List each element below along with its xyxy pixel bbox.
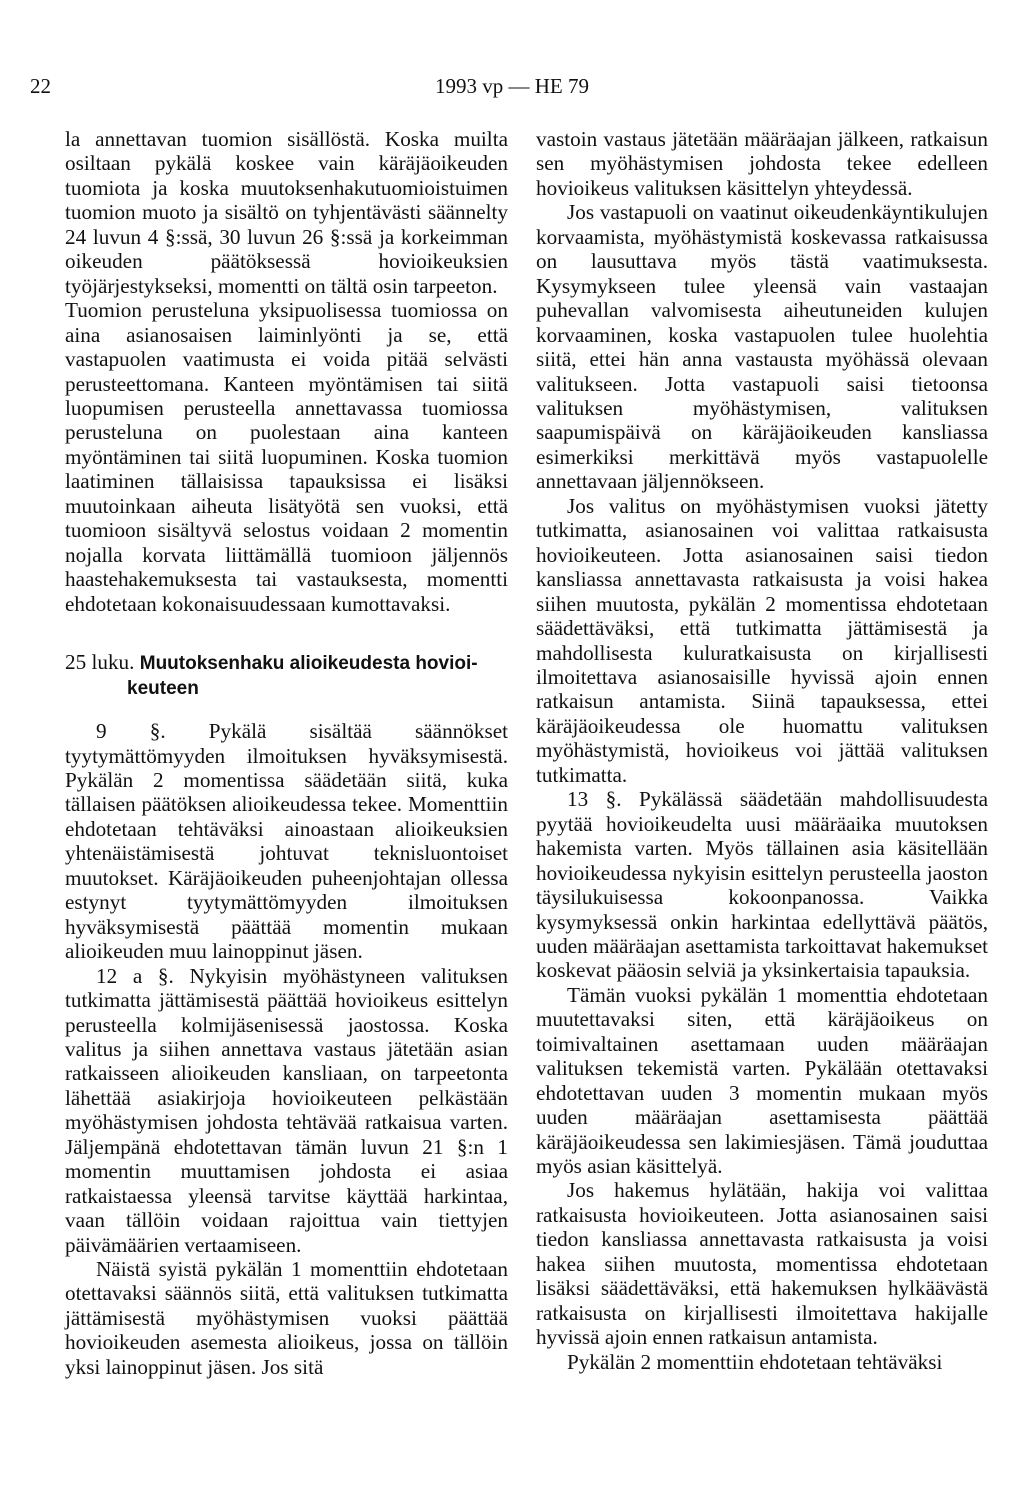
left-column [65, 127, 508, 1379]
paragraph: la annettavan tuomion sisällöstä. Koska muilta osiltaan pykälä koskee vain käräjäoikeuden tuomiota ja koska muutoksenhakutuomioistuimen tuomion muoto ja sisältö on tyhjentävästi säännelty 24 luvun 4 §:ssä, 30 luvun 26 §:ssä ja korkeimman oikeuden päätöksessä hovioikeuksien työjärjestykseksi, momentti on tältä osin tarpeeton. [65, 127, 508, 298]
paragraph: 12 a §. Nykyisin myöhästyneen valituksen tutkimatta jättämisestä päättää hovioikeus esittelyn perusteella kolmijäsenisessä jaostossa. Koska valitus ja siihen annettava vastaus jätetään asian ratkaisseen alioikeuden kansliaan, on tarpeetonta lähettää asiakirjoja hovioikeuteen pelkästään myöhästymisen johdosta tehtävää ratkaisua varten. Jäljempänä ehdotettavan tämän luvun 21 §:n 1 momentin muuttamisen johdosta ei asiaa ratkaistaessa yleensä tarvitse käyttää harkintaa, vaan tällöin voidaan rajoittua vain tiettyjen päivämäärien vertaamiseen. [65, 963, 508, 1257]
paragraph: 9 §. Pykälä sisältää säännökset tyytymättömyyden ilmoituksen hyväksymisestä. Pykälän 2 momentissa säädetään siitä, kuka tällaisen päätöksen alioikeudessa tekee. Momenttiin ehdotetaan tehtäväksi ainoastaan alioikeuksien yhtenäistämisestä johtuvat teknisluontoiset muutokset. Käräjäoikeuden puheenjohtajan ollessa estynyt tyytymättömyyden ilmoituksen hyväksymisestä päättää momentin mukaan alioikeuden muu lainoppinut jäsen. [65, 719, 508, 964]
page-header [0, 74, 1024, 104]
paragraph: vastoin vastaus jätetään määräajan jälkeen, ratkaisun sen myöhästymisen johdosta tekee edelleen hovioikeus valituksen käsittelyn yhteydessä. [536, 127, 988, 200]
paragraph: Jos hakemus hylätään, hakija voi valittaa ratkaisusta hovioikeuteen. Jotta asianosainen saisi tiedon kansliassa annettavasta ratkaisusta ja voisi hakea siihen muutosta, momentissa ehdotetaan lisäksi säädettäväksi, että hakemuksen hylkäävästä ratkaisusta on kirjallisesti ilmoitettava hakijalle hyvissä ajoin ennen ratkaisun antamista. [536, 1178, 988, 1350]
paragraph: Jos vastapuoli on vaatinut oikeudenkäyntikulujen korvaamista, myöhästymistä koskevassa ratkaisussa on lausuttava myös tästä vaatimuksesta. Kysymykseen tulee yleensä vain vastaajan puhevallan valvomisesta aiheutuneiden kulujen korvaaminen, koska vastapuolen tulee huolehtia siitä, ettei hän anna vastausta myöhässä olevaan valitukseen. Jotta vastapuoli saisi tietoonsa valituksen myöhästymisen, valituksen saapumispäivä on käräjäoikeuden kansliassa esimerkiksi merkittävä myös vastapuolelle annettavaan jäljennökseen. [536, 200, 988, 494]
running-head: 1993 vp — HE 79 [435, 74, 589, 98]
chapter-title: Muutoksenhaku alioikeudesta hovioi- [139, 653, 478, 675]
chapter-number: 25 luku. [65, 650, 135, 675]
paragraph: Tuomion perusteluna yksipuolisessa tuomiossa on aina asianosaisen laiminlyönti ja se, että vastapuolen vaatimusta ei voida pitää selvästi perusteettomana. Kanteen myöntämisen tai siitä luopumisen perusteella annettavassa tuomiossa perusteluna on puolestaan aina kanteen myöntäminen tai siitä luopuminen. Koska tuomion laatiminen tällaisissa tapauksissa ei lisäksi muutoinkaan aiheuta lisätyötä sen vuoksi, että tuomioon sisältyvä selostus voidaan 2 momentin nojalla korvata liittämällä tuomioon jäljennös haastehakemuksesta tai vastauksesta, momentti ehdotetaan kokonaisuudessaan kumottavaksi. [65, 298, 508, 616]
chapter-title-continued: keuteen [127, 677, 199, 699]
page-number: 22 [30, 74, 51, 98]
paragraph: Jos valitus on myöhästymisen vuoksi jätetty tutkimatta, asianosainen voi valittaa ratkaisusta hovioikeuteen. Jotta asianosainen saisi tiedon kansliassa annettavasta ratkaisusta ja voisi hakea siihen muutosta, pykälän 2 momentissa ehdotetaan säädettäväksi, että tutkimatta jättämisestä ja mahdollisesta kuluratkaisusta on kirjallisesti ilmoitettava asianosaisille hyvissä ajoin ennen ratkaisun antamista. Siinä tapauksessa, ettei käräjäoikeudessa ole huomattu valituksen myöhästymistä, hovioikeus voi jättää valituksen tutkimatta. [536, 493, 988, 787]
paragraph: Pykälän 2 momenttiin ehdotetaan tehtäväksi [567, 1349, 943, 1374]
chapter-heading [65, 650, 508, 701]
paragraph: 13 §. Pykälässä säädetään mahdollisuudesta pyytää hovioikeudelta uusi määräaika muutoksen hakemista varten. Myös tällainen asia käsitellään hovioikeudessa nykyisin esittelyn perusteella jaoston täysilukuisessa kokoonpanossa. Vaikka kysymyksessä onkin harkintaa edellyttävä päätös, uuden määräajan asettamista tarkoittavat hakemukset koskevat pääosin selviä ja yksinkertaisia tapauksia. [536, 787, 988, 983]
right-column [536, 127, 988, 1374]
paragraph: Näistä syistä pykälän 1 momenttiin ehdotetaan otettavaksi säännös siitä, että valituksen tutkimatta jättämisestä myöhästymisen vuoksi päättää hovioikeuden asemesta alioikeus, jossa on tällöin yksi lainoppinut jäsen. Jos sitä [65, 1257, 508, 1379]
paragraph: Tämän vuoksi pykälän 1 momenttia ehdotetaan muutettavaksi siten, että käräjäoikeus on toimivaltainen asettamaan uuden määräajan valituksen tekemistä varten. Pykälään otettavaksi ehdotettavan uuden 3 momentin mukaan myös uuden määräajan asettamisesta päättää käräjäoikeudessa sen lakimiesjäsen. Tämä jouduttaa myös asian käsittelyä. [536, 982, 988, 1179]
